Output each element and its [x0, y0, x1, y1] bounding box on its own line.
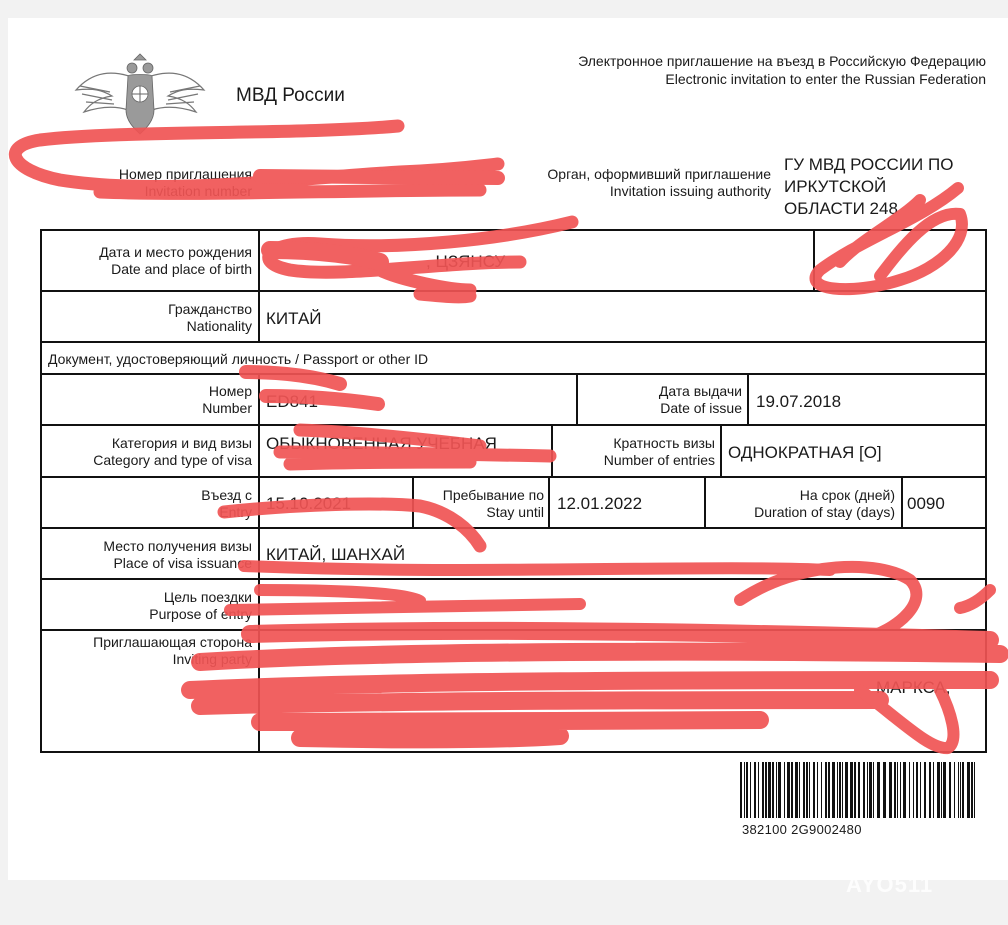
barcode-number: 382100 2G9002480 — [742, 822, 862, 837]
barcode-bar — [803, 762, 805, 818]
rule — [412, 476, 414, 529]
barcode-bar — [765, 762, 767, 818]
passport-number-label-en: Number — [202, 400, 252, 416]
barcode-bar — [778, 762, 781, 818]
issuing-authority-label-en: Invitation issuing authority — [609, 183, 771, 199]
birth-value: , ЦЗЯНСУ — [426, 252, 506, 271]
barcode-bar — [873, 762, 874, 818]
rule — [548, 476, 550, 529]
barcode-bar — [813, 762, 815, 818]
entries-label-en: Number of entries — [603, 452, 715, 468]
barcode-bar — [750, 762, 751, 818]
barcode-bar — [941, 762, 942, 818]
rule — [40, 290, 987, 292]
visa-category-label-en: Category and type of visa — [93, 452, 252, 468]
duration-value: 0090 — [907, 494, 945, 513]
rule — [40, 578, 987, 580]
purpose-label — [149, 589, 252, 623]
rule — [40, 373, 987, 375]
entry-from-value: 15.10.2021 — [266, 494, 352, 513]
barcode-bar — [746, 762, 748, 818]
entries-label-ru: Кратность визы — [613, 435, 715, 451]
barcode-bar — [821, 762, 822, 818]
entries-label — [604, 435, 715, 469]
visa-category-value: ОБЫКНОВЕННАЯ УЧЕБНАЯ — [266, 434, 497, 453]
rule — [985, 229, 987, 753]
inviting-party-label — [93, 634, 252, 668]
barcode-bar — [758, 762, 759, 818]
barcode-bar — [799, 762, 800, 818]
issue-date-value: 19.07.2018 — [756, 392, 842, 411]
entry-from-label-en: Entry — [219, 504, 252, 520]
invitation-number-label-ru: Номер приглашения — [118, 166, 252, 182]
watermark: AYO511 — [846, 872, 934, 897]
barcode-bar — [900, 762, 901, 818]
entry-from-label-ru: Въезд с — [201, 487, 252, 503]
rule — [901, 476, 903, 529]
purpose-label-en: Purpose of entry — [149, 606, 252, 622]
barcode-bar — [937, 762, 940, 818]
stay-until-label-ru: Пребывание по — [442, 487, 544, 503]
visa-category-label-ru: Категория и вид визы — [111, 435, 252, 451]
issue-date-label-ru: Дата выдачи — [658, 383, 742, 399]
issuing-authority-label-ru: Орган, оформивший приглашение — [547, 166, 771, 182]
stay-until-value: 12.01.2022 — [557, 494, 643, 513]
inviting-party-value: МАРКСА, — [876, 678, 951, 697]
rule — [258, 373, 260, 753]
visa-category-label — [93, 435, 252, 469]
barcode-bar — [897, 762, 898, 818]
inviting-party-label-ru: Приглашающая сторона — [93, 634, 252, 650]
barcode-bar — [817, 762, 818, 818]
barcode-bar — [837, 762, 838, 818]
visa-place-label — [103, 538, 252, 572]
barcode-bar — [916, 762, 918, 818]
barcode-bar — [809, 762, 810, 818]
entries-value: ОДНОКРАТНАЯ [О] — [728, 443, 882, 462]
barcode-bar — [883, 762, 886, 818]
barcode-bar — [954, 762, 955, 818]
birth-label — [99, 244, 252, 278]
barcode-bar — [854, 762, 856, 818]
rule — [40, 476, 987, 478]
nationality-value: КИТАЙ — [266, 309, 322, 328]
barcode-bar — [903, 762, 906, 818]
issuing-authority-line-1: ГУ МВД РОССИИ ПО — [784, 155, 954, 174]
barcode-bar — [832, 762, 835, 818]
passport-section-title: Документ, удостоверяющий личность / Passport or other ID — [48, 351, 429, 367]
barcode-bar — [960, 762, 961, 818]
barcode-bar — [784, 762, 785, 818]
barcode-bar — [933, 762, 934, 818]
stay-until-label-en: Stay until — [486, 504, 544, 520]
passport-number-label-ru: Номер — [208, 383, 252, 399]
visa-place-label-en: Place of visa issuance — [113, 555, 252, 571]
nationality-label — [168, 301, 252, 335]
document-title-en: Electronic invitation to enter the Russian Federation — [665, 71, 986, 87]
barcode-bar — [913, 762, 914, 818]
barcode-bar — [744, 762, 745, 818]
barcode-bar — [768, 762, 771, 818]
barcode-bar — [776, 762, 777, 818]
rule — [813, 229, 815, 292]
barcode-bar — [828, 762, 830, 818]
visa-place-label-ru: Место получения визы — [103, 538, 252, 554]
nationality-label-ru: Гражданство — [168, 301, 252, 317]
rule — [720, 424, 722, 478]
duration-label-en: Duration of stay (days) — [754, 504, 895, 520]
entry-from-label — [201, 487, 252, 521]
invitation-number-label-en: Invitation number — [144, 183, 252, 199]
document-title-ru: Электронное приглашение на въезд в Российскую Федерацию — [578, 53, 986, 69]
issue-date-label — [659, 383, 742, 417]
barcode-bar — [962, 762, 964, 818]
rule — [704, 476, 706, 529]
barcode-bar — [974, 762, 975, 818]
duration-label-ru: На срок (дней) — [799, 487, 895, 503]
barcode-bar — [858, 762, 860, 818]
passport-number-label — [202, 383, 252, 417]
rule — [40, 424, 987, 426]
rule — [40, 751, 987, 753]
issuing-authority-line-2: ИРКУТСКОЙ — [784, 177, 887, 196]
barcode-bar — [920, 762, 921, 818]
birth-label-en: Date and place of birth — [111, 261, 252, 277]
stay-until-label — [443, 487, 544, 521]
barcode-bar — [845, 762, 848, 818]
barcode-bar — [971, 762, 973, 818]
passport-number-value: ED841 — [266, 392, 318, 411]
rule — [258, 229, 260, 343]
agency-name: МВД России — [236, 85, 345, 106]
barcode-bar — [943, 762, 946, 818]
barcode-bar — [754, 762, 756, 818]
barcode-bar — [850, 762, 853, 818]
issuing-authority-line-3: ОБЛАСТИ 248 — [784, 199, 898, 218]
barcode-bar — [877, 762, 880, 818]
rule — [40, 527, 987, 529]
barcode-bar — [863, 762, 865, 818]
barcode-bar — [967, 762, 970, 818]
barcode-bar — [772, 762, 774, 818]
rule — [40, 341, 987, 343]
barcode — [740, 762, 980, 818]
barcode-bar — [791, 762, 793, 818]
rule — [747, 373, 749, 426]
barcode-bar — [795, 762, 798, 818]
duration-label — [754, 487, 895, 521]
rule — [40, 229, 42, 753]
barcode-bar — [740, 762, 742, 818]
barcode-bar — [889, 762, 892, 818]
barcode-bar — [949, 762, 951, 818]
barcode-bar — [867, 762, 868, 818]
barcode-bar — [894, 762, 896, 818]
nationality-label-en: Nationality — [186, 318, 252, 334]
barcode-bar — [839, 762, 841, 818]
inviting-party-label-en: Inviting party — [172, 651, 252, 667]
rule — [576, 373, 578, 426]
barcode-bar — [806, 762, 808, 818]
purpose-label-ru: Цель поездки — [163, 589, 252, 605]
barcode-bar — [869, 762, 872, 818]
issue-date-label-en: Date of issue — [660, 400, 742, 416]
rule — [551, 424, 553, 478]
barcode-bar — [924, 762, 926, 818]
barcode-bar — [958, 762, 959, 818]
barcode-bar — [787, 762, 790, 818]
birth-label-ru: Дата и место рождения — [99, 244, 252, 260]
barcode-bar — [929, 762, 931, 818]
visa-place-value: КИТАЙ, ШАНХАЙ — [266, 545, 406, 564]
barcode-bar — [762, 762, 764, 818]
rule — [40, 629, 987, 631]
barcode-bar — [909, 762, 910, 818]
rule — [40, 229, 987, 231]
barcode-bar — [825, 762, 827, 818]
barcode-bar — [842, 762, 843, 818]
